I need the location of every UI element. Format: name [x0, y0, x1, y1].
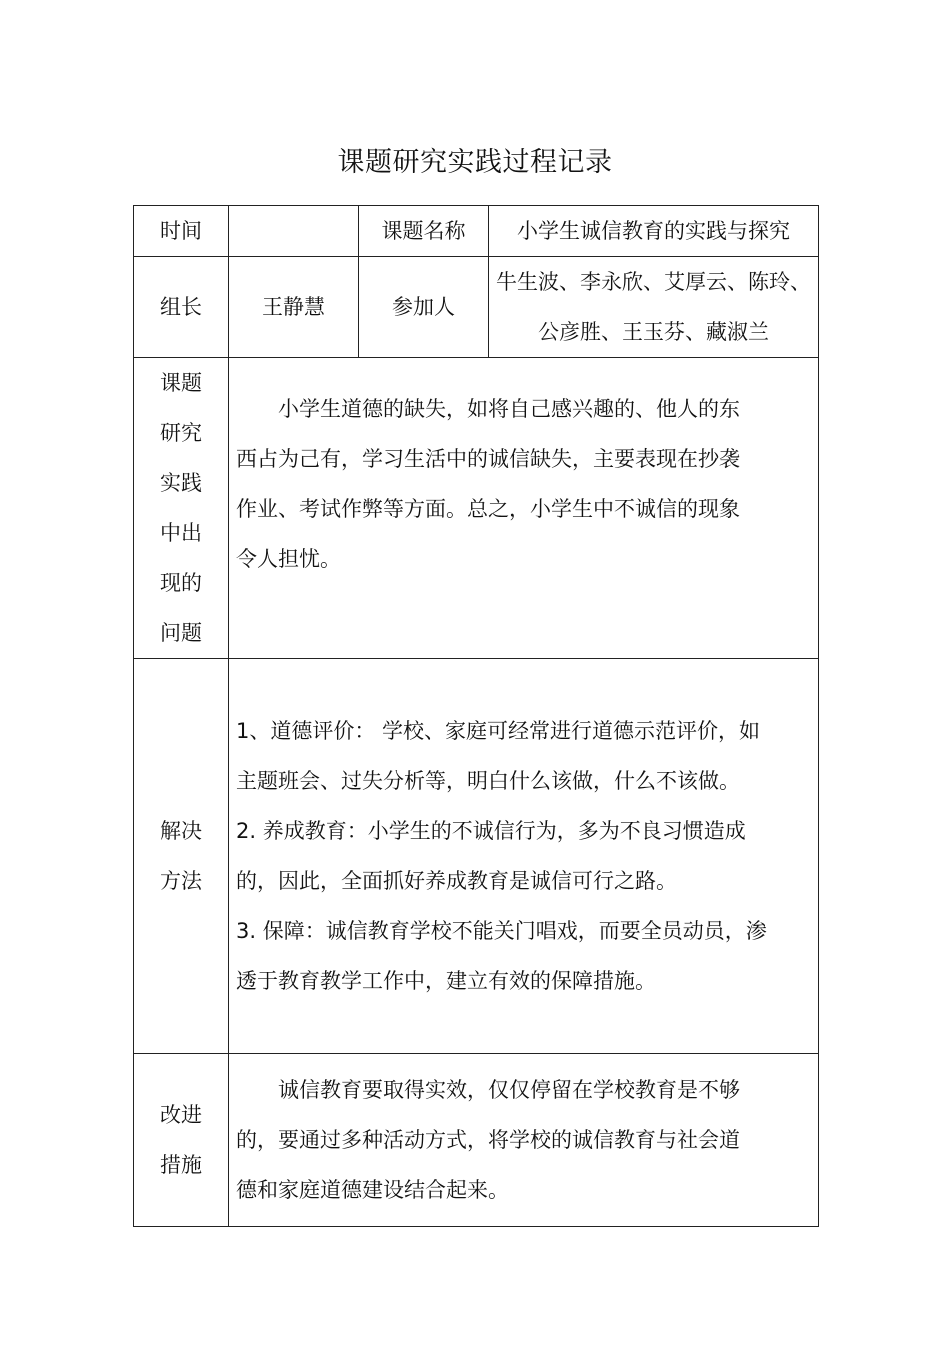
solutions-label [134, 659, 229, 1054]
row-time-topic [134, 206, 819, 257]
participants-value [489, 257, 819, 358]
topic-value: 小学生诚信教育的实践与探究 [489, 206, 819, 257]
problems-label-line: 现的 [160, 571, 202, 595]
time-value [229, 206, 359, 257]
improvements-label [134, 1054, 229, 1227]
participants-line-1: 牛生波、李永欣、艾厚云、陈玲、 [496, 270, 811, 294]
improvements-label-line: 改进 [160, 1103, 202, 1127]
solutions-label-line: 解决 [160, 819, 202, 843]
solution-item-1: 1、道德评价： 学校、家庭可经常进行道德示范评价，如主题班会、过失分析等，明白什么该做，什么不该做。 [236, 719, 761, 793]
topic-label: 课题名称 [359, 206, 489, 257]
problems-label-line: 研究 [160, 421, 202, 445]
participants-line-2: 公彦胜、王玉芬、藏淑兰 [538, 320, 769, 344]
leader-label: 组长 [134, 257, 229, 358]
problems-label-line: 中出 [160, 521, 202, 545]
problems-text: 小学生道德的缺失，如将自己感兴趣的、他人的东西占为己有，学习生活中的诚信缺失，主要表现在抄袭作业、考试作弊等方面。总之，小学生中不诚信的现象令人担忧。 [236, 397, 740, 571]
problems-label-line: 问题 [160, 621, 202, 645]
problems-label-line: 实践 [160, 471, 202, 495]
problems-content [229, 358, 819, 659]
participants-label: 参加人 [359, 257, 489, 358]
problems-label-line: 课题 [160, 371, 202, 395]
solution-item-2: 2. 养成教育：小学生的不诚信行为，多为不良习惯造成的，因此，全面抓好养成教育是诚信可行之路。 [236, 819, 746, 893]
problems-label [134, 358, 229, 659]
solutions-content [229, 659, 819, 1054]
record-table [133, 205, 819, 1227]
row-solutions [134, 659, 819, 1054]
row-improvements [134, 1054, 819, 1227]
solutions-label-line: 方法 [160, 869, 202, 893]
leader-value: 王静慧 [229, 257, 359, 358]
solution-item-3: 3. 保障：诚信教育学校不能关门唱戏，而要全员动员，渗透于教育教学工作中，建立有效的保障措施。 [236, 919, 767, 993]
row-leader-participants [134, 257, 819, 358]
improvements-content [229, 1054, 819, 1227]
row-problems [134, 358, 819, 659]
improvements-label-line: 措施 [160, 1153, 202, 1177]
improvements-text: 诚信教育要取得实效，仅仅停留在学校教育是不够的，要通过多种活动方式，将学校的诚信教育与社会道德和家庭道德建设结合起来。 [236, 1078, 740, 1202]
time-label: 时间 [134, 206, 229, 257]
page-title: 课题研究实践过程记录 [337, 147, 613, 178]
